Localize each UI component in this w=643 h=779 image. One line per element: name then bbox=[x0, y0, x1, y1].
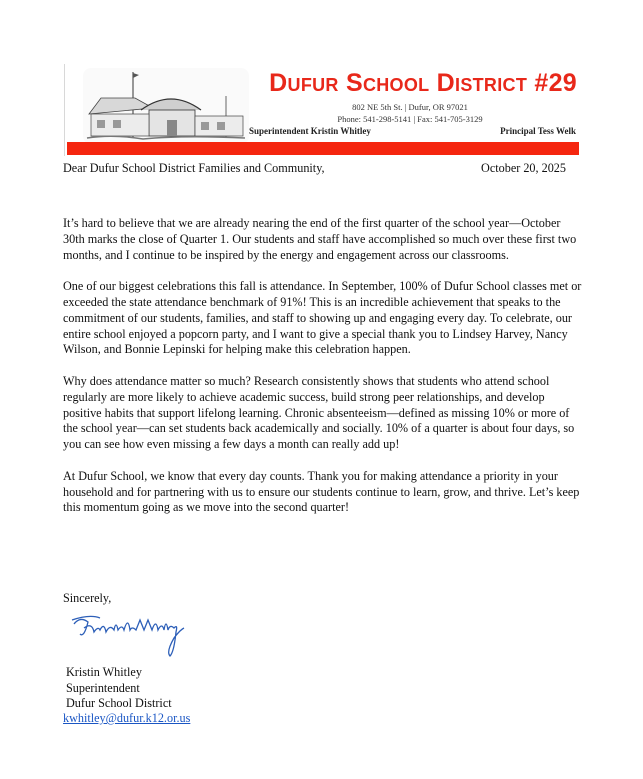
paragraph: It’s hard to believe that we are already nearing the end of the first quarter of the school year—October 30th marks the close of Quarter 1. Our students and staff have accomplished so much over these first two months, and I continue to be inspired by the energy and engagement across our classrooms. bbox=[63, 216, 577, 262]
letter-date: October 20, 2025 bbox=[481, 161, 566, 175]
superintendent-label: Superintendent Kristin Whitley bbox=[249, 126, 371, 136]
principal-label: Principal Tess Welk bbox=[500, 126, 576, 136]
greeting-row bbox=[63, 161, 566, 176]
district-phone-fax: Phone: 541-298-5141 | Fax: 541-705-3129 bbox=[337, 114, 483, 124]
signature-block bbox=[66, 665, 172, 712]
letterhead-red-bar bbox=[67, 142, 579, 155]
paragraph: One of our biggest celebrations this fall is attendance. In September, 100% of Dufur School classes met or exceeded the state attendance benchmark of 91%! This is an incredible achievement that speaks to the commitment of our students, families, and staff to showing up and engaging every day. To celebrate, our entire school enjoyed a popcorn party, and I want to give a special thank you to Lindsey Harvey, Nancy Wilson, and Bonnie Lepinski for helping make this celebration happen. bbox=[63, 279, 582, 357]
signer-name: Kristin Whitley bbox=[66, 665, 142, 679]
paragraph: Why does attendance matter so much? Research consistently shows that students who attend school regularly are more likely to achieve academic success, build strong peer relationships, and develop positive habits that support lifelong learning. Chronic absenteeism—defined as missing 10% or more of the school year—can set students back academically and socially. 10% of a quarter is about four days, so you can see how even missing a few days a month can really add up! bbox=[63, 373, 575, 452]
letter-body bbox=[63, 216, 583, 532]
signer-title: Superintendent bbox=[66, 680, 140, 695]
district-name: Dufur School District #29 bbox=[269, 69, 577, 97]
signature-image bbox=[70, 608, 194, 660]
email-link[interactable]: kwhitley@dufur.k12.or.us bbox=[63, 711, 191, 725]
district-address: 802 NE 5th St. | Dufur, OR 97021 bbox=[352, 102, 468, 112]
closing: Sincerely, bbox=[63, 591, 112, 605]
signer-organization: Dufur School District bbox=[66, 696, 172, 710]
letterhead bbox=[64, 64, 580, 156]
school-building-image bbox=[83, 68, 249, 144]
salutation: Dear Dufur School District Families and Community, bbox=[63, 161, 325, 175]
paragraph: At Dufur School, we know that every day counts. Thank you for making attendance a priority in your household and for partnering with us to ensure our students continue to learn, grow, and thrive. Let’s keep this momentum going as we move into the second quarter! bbox=[63, 468, 580, 515]
